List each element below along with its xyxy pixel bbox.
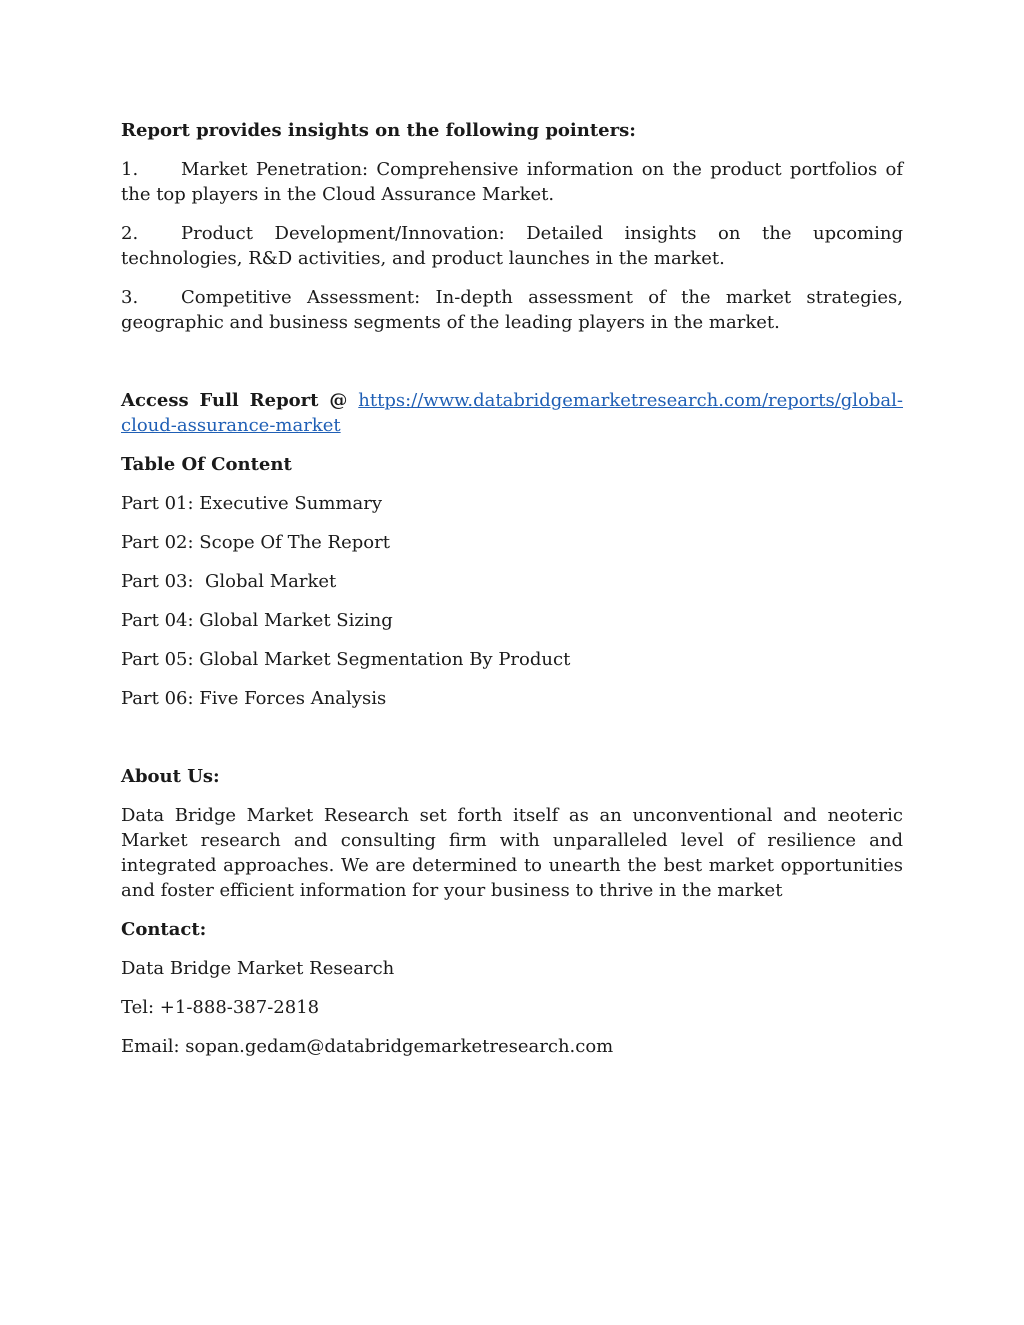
report-link[interactable]: https://www.databridgemarketresearch.com/reports/global-cloud-assurance-market [121, 390, 903, 436]
insight-item [121, 157, 903, 207]
insight-text: Competitive Assessment: In-depth assessment of the market strategies, geographic and business segments of the leading players in the market. [121, 287, 903, 333]
insight-text: Product Development/Innovation: Detailed insights on the upcoming technologies, R&D activities, and product launches in the market. [121, 223, 903, 269]
contact-company: Data Bridge Market Research [121, 958, 395, 979]
toc-item: Part 02: Scope Of The Report [121, 532, 390, 553]
insight-number: 1. [121, 159, 139, 180]
insight-number: 2. [121, 223, 139, 244]
contact-tel: Tel: +1-888-387-2818 [121, 997, 320, 1018]
insight-number: 3. [121, 287, 139, 308]
toc-item: Part 04: Global Market Sizing [121, 610, 393, 631]
spacer [121, 349, 903, 388]
insight-item [121, 221, 903, 271]
toc-item: Part 06: Five Forces Analysis [121, 688, 387, 709]
insight-text: Market Penetration: Comprehensive information on the product portfolios of the top players in the Cloud Assurance Market. [121, 159, 903, 205]
insights-heading: Report provides insights on the following pointers: [121, 120, 636, 141]
insight-item [121, 285, 903, 335]
document-page [121, 118, 903, 1073]
toc-heading: Table Of Content [121, 454, 292, 475]
contact-heading: Contact: [121, 919, 207, 940]
toc-item: Part 05: Global Market Segmentation By Product [121, 649, 571, 670]
toc-item: Part 01: Executive Summary [121, 493, 382, 514]
about-text: Data Bridge Market Research set forth itself as an unconventional and neoteric Market research and consulting firm with unparalleled level of resilience and integrated approaches. We are determined to unearth the best market opportunities and foster efficient information for your business to thrive in the market [121, 805, 903, 901]
about-heading: About Us: [121, 766, 220, 787]
access-full-report [121, 388, 903, 438]
toc-item: Part 03: Global Market [121, 571, 337, 592]
spacer [121, 725, 903, 764]
contact-email: Email: sopan.gedam@databridgemarketresearch.com [121, 1036, 614, 1057]
access-label: Access Full Report @ [121, 390, 359, 411]
